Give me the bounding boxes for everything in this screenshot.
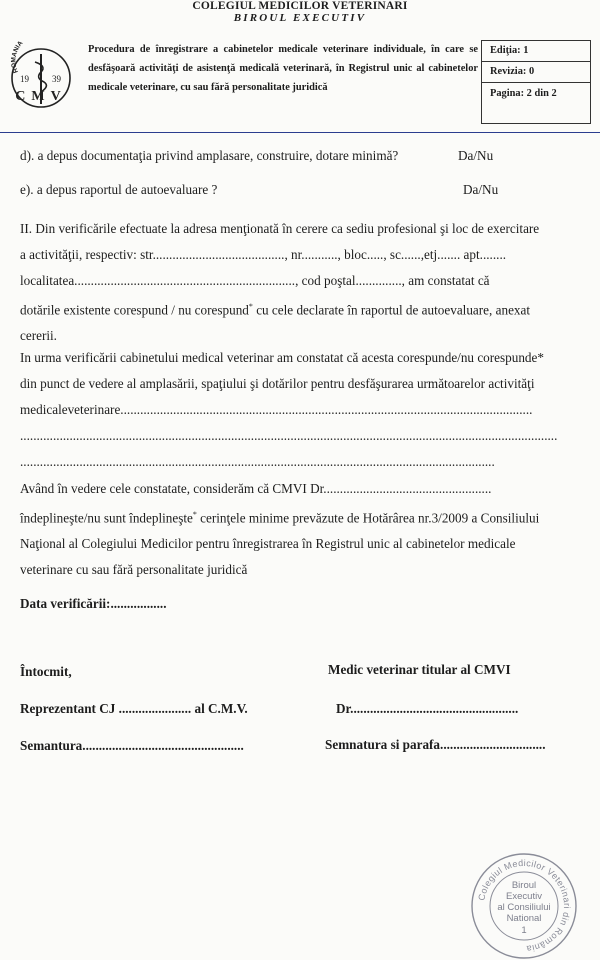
text-line: localitatea..................................................................., cod poştal.............., am constatat că (20, 273, 490, 288)
prepared-by-label: Întocmit, (20, 664, 72, 679)
logo-year-left: 19 (20, 74, 29, 84)
text-line: veterinare cu sau fără personalitate juridică (20, 562, 248, 578)
text-line: cererii. (20, 328, 57, 344)
doctor-field: Dr................................................... (336, 701, 519, 716)
text-line: din punct de vedere al amplasării, spaţiului şi dotărilor pentru desfăşurarea următoarelor activităţi (20, 376, 535, 391)
logo-country-text: ROMANIA (10, 39, 25, 74)
document-meta-box (481, 40, 591, 124)
stamp-line1: Biroul (511, 880, 537, 891)
verification-date: Data verificării:................. (20, 596, 167, 611)
item-e-answer: Da/Nu (463, 182, 499, 197)
text-line: a activităţii, respectiv: str........................................, nr..........., bloc....., sc......,etj....... apt........ (20, 247, 507, 262)
stamp-number: 1 (521, 925, 527, 936)
page-label: Pagina: 2 din 2 (490, 88, 557, 99)
text-line: II. Din verificările efectuate la adresa menţionată în cerere ca sediu profesional şi loc de exercitare (20, 221, 540, 236)
text-line: ................................................................................................................................................ (20, 454, 495, 469)
text-line: îndeplineşte/nu sunt îndeplineşte* cerinţele minime prevăzute de Hotărârea nr.3/2009 a Consiliului (20, 510, 540, 526)
text-line: Având în vedere cele constatate, considerăm că CMVI Dr................................................... (20, 481, 492, 496)
text-line: Naţional al Colegiului Medicilor pentru înregistrarea în Registrul unic al cabinetelor medicale (20, 536, 516, 552)
item-e-text: e). a depus raportul de autoevaluare ? (20, 182, 218, 197)
text-line: dotările existente corespund / nu corespund* cu cele declarate în raportul de autoevaluare, anexat (20, 302, 531, 318)
item-d-text: d). a depus documentaţia privind amplasare, construire, dotare minimă? (20, 148, 399, 163)
text-line: ................................................................................................................................................................... (20, 428, 558, 443)
asterisk: * (248, 302, 253, 311)
item-d-answer: Da/Nu (458, 148, 494, 163)
signature-field: Semantura................................................. (20, 738, 244, 753)
signature-seal-field: Semnatura si parafa................................ (325, 737, 546, 752)
stamp-line2: Executiv (506, 891, 542, 902)
stamp-ring-text: Colegiul Medicilor Veterinari din România (476, 857, 573, 954)
organization-name: COLEGIUL MEDICILOR VETERINARI (192, 0, 408, 12)
section2-paragraph3 (20, 476, 576, 583)
vet-owner-label: Medic veterinar titular al CMVI (328, 662, 511, 677)
official-stamp (470, 852, 578, 960)
edition-label: Ediţia: 1 (482, 41, 590, 62)
stamp-line3: al Consiliului (497, 902, 551, 913)
text-line: In urma verificării cabinetului medical veterinar am constatat că acesta corespunde/nu corespunde* (20, 350, 544, 365)
text-line: medicaleveterinare............................................................................................................................. (20, 402, 533, 417)
logo-year-right: 39 (52, 74, 61, 84)
department-name: BIROUL EXECUTIV (233, 12, 367, 24)
section2-paragraph1 (20, 216, 576, 349)
header-rule (0, 132, 600, 133)
section2-paragraph2 (20, 345, 576, 475)
stamp-line4: National (506, 913, 542, 924)
representative-field: Reprezentant CJ ...................... al C.M.V. (20, 701, 248, 716)
revision-label: Revizia: 0 (482, 62, 590, 83)
procedure-title: Procedura de înregistrare a cabinetelor medicale veterinare individuale, în care se desfăşoară activităţi de asistenţă medicală veterinară, în Registrul unic al cabinetelor medicale veterinare, cu sau fără personalitate juridică (88, 44, 478, 93)
logo-letters: CMV (15, 89, 67, 104)
cmv-logo (6, 20, 76, 108)
asterisk: * (192, 510, 197, 519)
